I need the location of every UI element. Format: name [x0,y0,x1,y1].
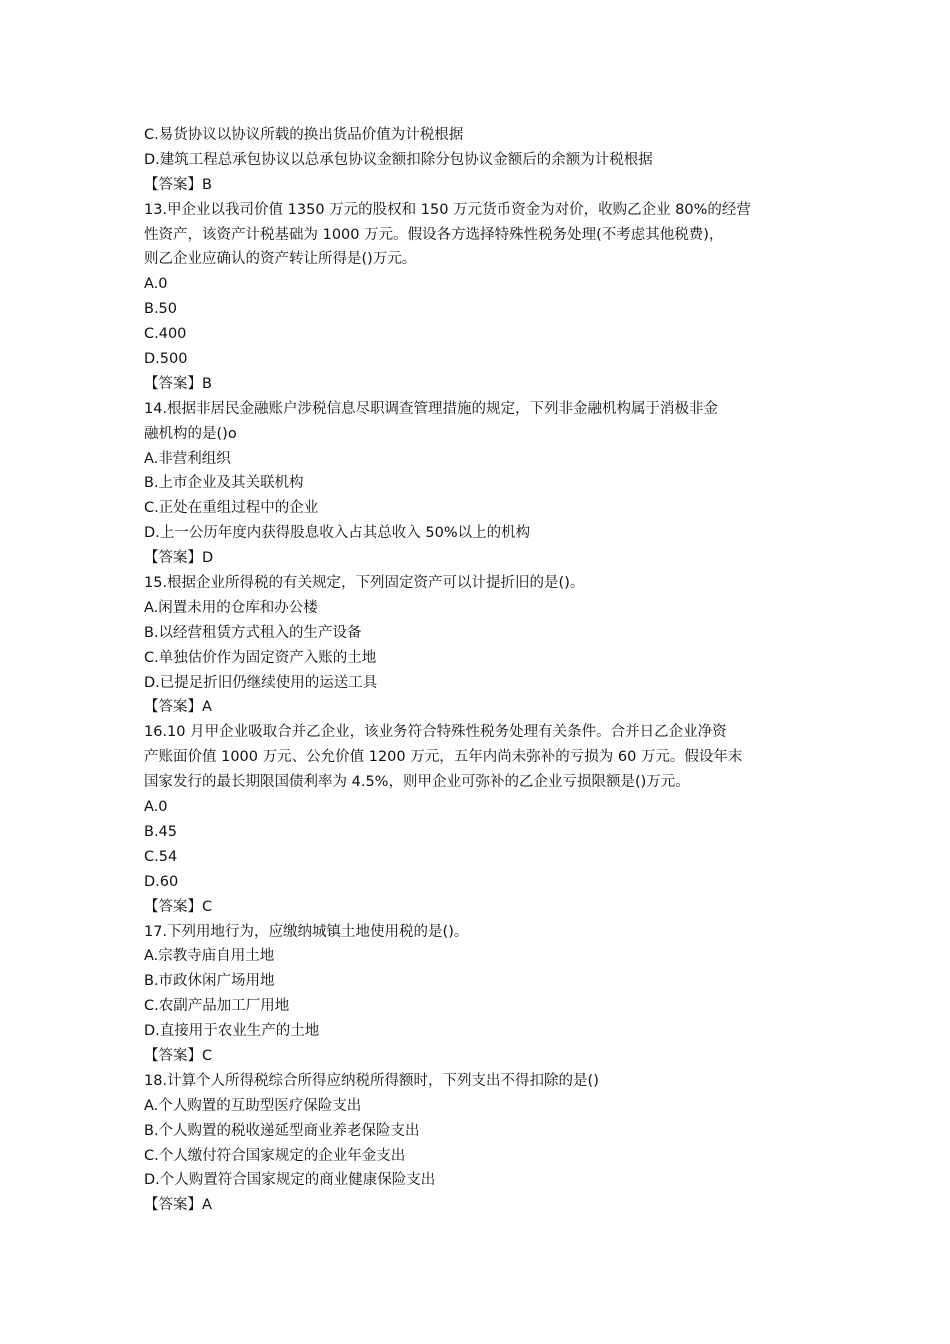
question-13-text: 性资产，该资产计税基础为 1000 万元。假设各方选择特殊性税务处理(不考虑其他税费)， [144,226,724,243]
question-15-text: 15.根据企业所得税的有关规定，下列固定资产可以计提折旧的是()。 [144,575,585,592]
option-line: B.50 [144,301,178,318]
question-17-text: 17.下列用地行为，应缴纳城镇土地使用税的是()。 [144,923,469,940]
question-13-text: 13.甲企业以我司价值 1350 万元的股权和 150 万元货币资金为对价，收购乙企业 80%的经营 [144,201,751,218]
option-line: C.400 [144,326,187,343]
option-line: A.0 [144,799,168,816]
option-line: C.正处在重组过程中的企业 [144,500,319,517]
option-line: B.上市企业及其关联机构 [144,475,304,492]
option-line: C.易货协议以协议所载的换出货品价值为计税根据 [144,127,464,143]
question-16-text: 国家发行的最长期限国债利率为 4.5%，则甲企业可弥补的乙企业亏损限额是()万元。 [144,774,690,791]
option-line: C.单独估价作为固定资产入账的土地 [144,649,377,666]
option-line: A.个人购置的互助型医疗保险支出 [144,1097,362,1114]
option-line: D.60 [144,873,179,890]
option-line: D.已提足折旧仍继续使用的运送工具 [144,674,378,691]
question-16-text: 16.10 月甲企业吸取合并乙企业，该业务符合特殊性税务处理有关条件。合并日乙企业净资 [144,724,727,741]
option-line: D.个人购置符合国家规定的商业健康保险支出 [144,1172,436,1189]
answer-line: 【答案】A [144,699,212,716]
question-16-text: 产账面价值 1000 万元、公允价值 1200 万元，五年内尚未弥补的亏损为 60 万元。假设年末 [144,749,743,766]
answer-line: 【答案】A [144,1197,212,1214]
option-line: D.上一公历年度内获得股息收入占其总收入 50%以上的机构 [144,525,531,542]
option-line: B.市政休闲广场用地 [144,973,275,990]
question-18-text: 18.计算个人所得税综合所得应纳税所得额时，下列支出不得扣除的是() [144,1072,599,1089]
option-line: B.个人购置的税收递延型商业养老保险支出 [144,1122,420,1139]
answer-line: 【答案】C [144,1047,213,1064]
option-line: D.建筑工程总承包协议以总承包协议金额扣除分包协议金额后的余额为计税根据 [144,151,653,168]
answer-line: 【答案】D [144,550,214,567]
question-14-text: 融机构的是()o [144,425,237,442]
option-line: B.以经营租赁方式租入的生产设备 [144,624,362,641]
option-line: C.54 [144,848,178,865]
option-line: A.非营利组织 [144,450,231,467]
option-line: D.直接用于农业生产的土地 [144,1023,320,1040]
option-line: C.个人缴付符合国家规定的企业年金支出 [144,1147,406,1164]
option-line: A.0 [144,276,168,293]
question-14-text: 14.根据非居民金融账户涉税信息尽职调查管理措施的规定，下列非金融机构属于消极非金 [144,400,719,417]
answer-line: 【答案】B [144,375,212,392]
answer-line: 【答案】C [144,898,213,915]
option-line: A.宗教寺庙自用土地 [144,948,275,965]
answer-line: 【答案】B [144,176,212,193]
option-line: D.500 [144,351,188,368]
question-13-text: 则乙企业应确认的资产转让所得是()万元。 [144,251,417,268]
option-line: C.农副产品加工厂用地 [144,998,290,1015]
option-line: B.45 [144,823,178,840]
document-page [144,123,810,1218]
option-line: A.闲置未用的仓库和办公楼 [144,599,318,616]
